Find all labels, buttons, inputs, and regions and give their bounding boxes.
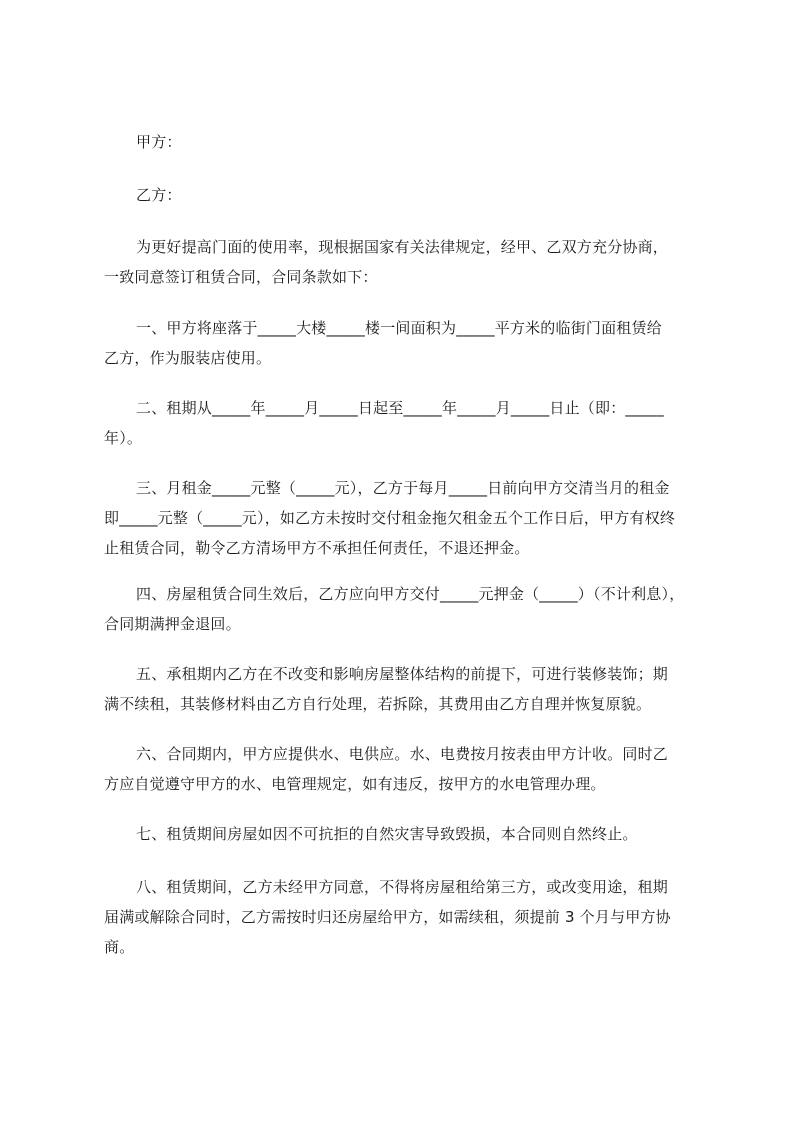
paragraph-line: 即_____元整（_____元），如乙方未按时交付租金拖欠租金五个工作日后，甲方有权终	[104, 509, 676, 527]
paragraph-line: 一致同意签订租赁合同，合同条款如下：	[104, 268, 378, 286]
party-a-label: 甲方：	[136, 133, 182, 151]
clause-2-paragraph	[104, 393, 702, 453]
paragraph-line: 七、租赁期间房屋如因不可抗拒的自然灾害导致毁损，本合同则自然终止。	[136, 825, 638, 843]
paragraph-line: 方应自觉遵守甲方的水、电管理规定，如有违反，按甲方的水电管理办理。	[104, 775, 606, 793]
paragraph-line: 为更好提高门面的使用率，现根据国家有关法律规定，经甲、乙双方充分协商，	[136, 238, 669, 256]
paragraph-line: 满不续租，其装修材料由乙方自行处理，若拆除，其费用由乙方自理并恢复原貌。	[104, 695, 652, 713]
paragraph-line: 止租赁合同，勒令乙方清场甲方不承担任何责任，不退还押金。	[104, 539, 530, 557]
preamble-paragraph	[104, 232, 702, 292]
clause-6-paragraph	[104, 739, 702, 799]
party-b-line	[104, 180, 702, 210]
paragraph-line: 三、月租金_____元整（_____元），乙方于每月_____日前向甲方交清当月的租金	[136, 479, 670, 497]
paragraph-line: 八、租赁期间，乙方未经甲方同意，不得将房屋租给第三方，或改变用途，租期	[136, 878, 669, 896]
paragraph-line: 届满或解除合同时，乙方需按时归还房屋给甲方，如需续租，须提前 3 个月与甲方协	[104, 908, 671, 926]
clause-4-paragraph	[104, 579, 702, 639]
clause-1-paragraph	[104, 313, 702, 373]
clause-7-paragraph	[104, 819, 702, 849]
paragraph-line: 一、甲方将座落于_____大楼_____楼一间面积为_____平方米的临街门面租赁给	[136, 319, 662, 337]
paragraph-line: 四、房屋租赁合同生效后，乙方应向甲方交付_____元押金（_____）（不计利息），	[136, 585, 685, 603]
paragraph-line: 年）。	[104, 429, 143, 447]
clause-5-paragraph	[104, 659, 702, 719]
paragraph-line: 商。	[104, 938, 135, 956]
paragraph-line: 二、租期从_____年_____月_____日起至_____年_____月_____日止（即：_____	[136, 399, 664, 417]
paragraph-line: 六、合同期内，甲方应提供水、电供应。水、电费按月按表由甲方计收。同时乙	[136, 745, 669, 763]
clause-3-paragraph	[104, 473, 702, 563]
party-a-line	[104, 127, 702, 157]
paragraph-line: 五、承租期内乙方在不改变和影响房屋整体结构的前提下，可进行装修装饰；期	[136, 665, 669, 683]
party-b-label: 乙方：	[136, 186, 182, 204]
clause-8-paragraph	[104, 872, 702, 962]
paragraph-line: 乙方，作为服装店使用。	[104, 349, 272, 367]
paragraph-line: 合同期满押金退回。	[104, 615, 241, 633]
